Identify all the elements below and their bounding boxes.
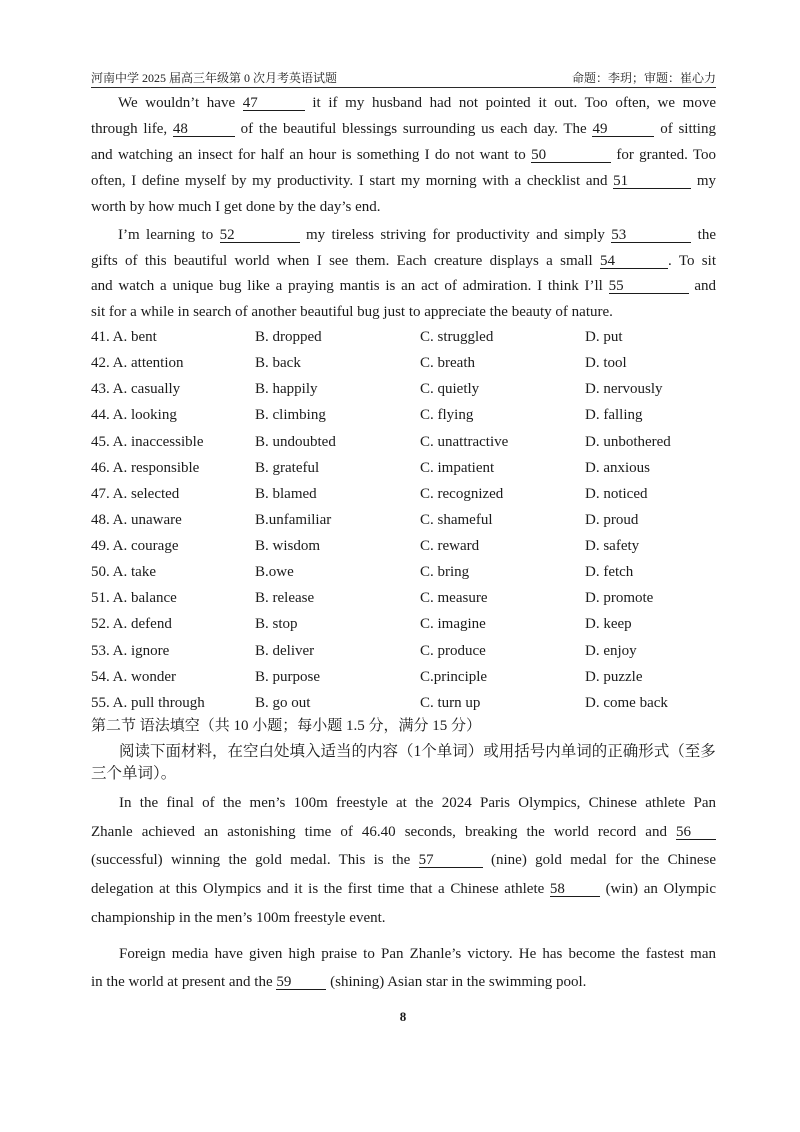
option-a: 47. A. selected [91,485,180,502]
page-number: 8 [399,1009,407,1024]
passage-line [91,940,716,968]
option-row [91,585,716,611]
option-d: D. enjoy [585,642,637,659]
option-d: D. come back [585,694,668,711]
option-row [91,455,716,481]
option-row [91,376,716,402]
option-b: B. grateful [255,459,320,476]
option-a: 53. A. ignore [91,642,170,659]
section-heading: 第二节 语法填空（共 10 小题；每小题 1.5 分，满分 15 分） [91,718,482,734]
option-b: B. release [255,590,315,607]
passage-text: and [688,278,716,295]
passage-text: Foreign media have given high praise to Pan Zhanle’s victory. He has become the fastest man [119,946,716,962]
passage-text: (nine) gold medal for the Chinese [482,852,716,869]
answer-blank: 54 [600,254,668,269]
answer-blank: 55 [609,279,689,294]
answer-blank: 57 [419,853,483,868]
answer-blank: 48 [173,122,235,137]
passage-line [91,194,716,220]
option-d: D. proud [585,511,639,528]
option-b: B. back [255,355,301,372]
passage-line [91,168,716,194]
option-c: C. struggled [420,329,494,345]
passage-text: it if my husband had not pointed it out. Too often, we move [304,95,716,111]
option-row [91,638,716,664]
option-b: B. go out [255,694,311,711]
passage-line [91,875,716,904]
option-c: C. quietly [420,381,480,398]
cloze-passage-paragraph [91,90,716,220]
option-a: 51. A. balance [91,590,177,607]
answer-blank: 52 [220,228,300,243]
option-b: B. happily [255,381,318,398]
option-b: B. blamed [255,485,317,502]
passage-line [91,300,716,326]
option-a: 54. A. wonder [91,668,176,685]
passage-text: We wouldn’t have [118,95,243,111]
passage-text: in the world at present and the [91,974,277,990]
option-a: 42. A. attention [91,355,184,372]
passage-line [91,116,716,142]
option-row [91,664,716,690]
passage-text: the [691,227,716,243]
option-d: D. noticed [585,485,648,502]
option-b: B. dropped [255,329,322,345]
option-d: D. tool [585,355,627,372]
option-a: 43. A. casually [91,381,181,398]
cloze-passage-paragraph [91,223,716,326]
passage-text: and watching an insect for half an hour is something I do not want to [91,147,532,163]
answer-blank: 53 [611,228,691,243]
passage-text: often, I define myself by my productivity. I start my morning with a checklist and [91,173,614,189]
passage-line [91,90,716,116]
option-c: C. impatient [420,459,495,476]
option-a: 49. A. courage [91,538,179,554]
passage-text: of the beautiful blessings surrounding us each day. The [234,121,593,137]
option-b: B.owe [255,564,294,581]
option-c: C. breath [420,355,475,372]
option-a: 44. A. looking [91,407,177,424]
passage-text: worth by how much I get done by the day’s end. [91,199,381,215]
section-instructions: 阅读下面材料，在空白处填入适当的内容（1个单词）或用括号内单词的正确形式（至多三个单词）。 [91,743,716,782]
option-row [91,481,716,507]
passage-text: delegation at this Olympics and it is the first time that a Chinese athlete [91,881,550,898]
option-a: 46. A. responsible [91,459,200,476]
passage-text: my [691,173,717,189]
option-c: C. reward [420,538,480,554]
passage-text: I’m learning to [118,227,220,243]
option-b: B. climbing [255,407,326,424]
answer-blank: 58 [550,882,600,897]
passage-text: through life, [91,121,173,137]
passage-text: (win) an Olympic [599,881,716,898]
option-c: C. bring [420,564,470,581]
answer-blank: 51 [613,174,691,189]
option-c: C. shameful [420,511,493,528]
passage-text: gifts of this beautiful world when I see them. Each creature displays a small [91,252,601,269]
option-d: D. nervously [585,381,663,398]
option-b: B.unfamiliar [255,511,332,528]
option-c: C. produce [420,642,486,659]
passage-text: . To sit [668,252,716,269]
passage-text: In the final of the men’s 100m freestyle at the 2024 Paris Olympics, Chinese athlete Pan [119,795,716,811]
option-d: D. promote [585,590,654,607]
option-c: C. measure [420,590,488,607]
passage-line [91,818,716,847]
answer-blank: 50 [531,148,611,163]
option-d: D. unbothered [585,433,671,450]
option-c: C.principle [420,668,488,685]
passage-text: and watch a unique bug like a praying mantis is an act of admiration. I think I’ll [91,278,609,295]
option-d: D. keep [585,616,632,633]
passage-text: sit for a while in search of another beautiful bug just to appreciate the beauty of nature. [91,304,613,321]
option-b: B. purpose [255,668,320,685]
option-a: 45. A. inaccessible [91,433,204,450]
option-row [91,507,716,533]
option-row [91,429,716,455]
passage-text: my tireless striving for productivity and simply [299,227,612,243]
option-d: D. safety [585,538,640,554]
option-d: D. anxious [585,459,650,476]
passage-line [91,789,716,818]
passage-line [91,274,716,300]
option-row [91,350,716,376]
answer-blank: 47 [243,96,305,111]
grammar-passage-paragraph [91,940,716,996]
option-c: C. recognized [420,485,504,502]
passage-line [91,846,716,875]
option-row [91,559,716,585]
author-credits: 命题：李玥；审题：崔心力 [571,71,716,85]
passage-text: Zhanle achieved an astonishing time of 46.40 seconds, breaking the world record and [91,823,676,840]
option-b: B. undoubted [255,433,336,450]
option-row [91,402,716,428]
option-b: B. stop [255,616,298,633]
option-a: 41. A. bent [91,329,157,345]
exam-title: 河南中学 2025 届高三年级第 0 次月考英语试题 [91,71,338,85]
option-c: C. flying [420,407,474,424]
option-a: 48. A. unaware [91,511,182,528]
answer-blank: 49 [592,122,654,137]
answer-blank: 59 [276,975,326,990]
option-c: C. unattractive [420,433,509,450]
passage-line [91,968,716,996]
passage-line [91,904,716,933]
option-row [91,611,716,637]
option-d: D. falling [585,407,643,424]
passage-line [91,249,716,275]
grammar-passage-paragraph [91,789,716,933]
passage-text: (successful) winning the gold medal. This is the [91,852,419,869]
passage-text: of sitting [654,121,716,137]
option-a: 50. A. take [91,564,156,581]
option-c: C. turn up [420,694,481,711]
option-row [91,690,716,716]
option-c: C. imagine [420,616,486,633]
option-d: D. puzzle [585,668,643,685]
option-b: B. deliver [255,642,315,659]
options-list [91,324,716,716]
option-d: D. fetch [585,564,634,581]
option-row [91,533,716,559]
passage-text: (shining) Asian star in the swimming pool. [326,974,587,990]
page-header [91,69,716,88]
option-b: B. wisdom [255,538,321,554]
option-a: 55. A. pull through [91,694,205,711]
option-a: 52. A. defend [91,616,172,633]
option-d: D. put [585,329,623,345]
passage-line [91,142,716,168]
answer-blank: 56 [676,825,716,840]
passage-text: championship in the men’s 100m freestyle event. [91,909,386,926]
option-row [91,324,716,350]
passage-line [91,223,716,249]
passage-text: for granted. Too [611,147,717,163]
